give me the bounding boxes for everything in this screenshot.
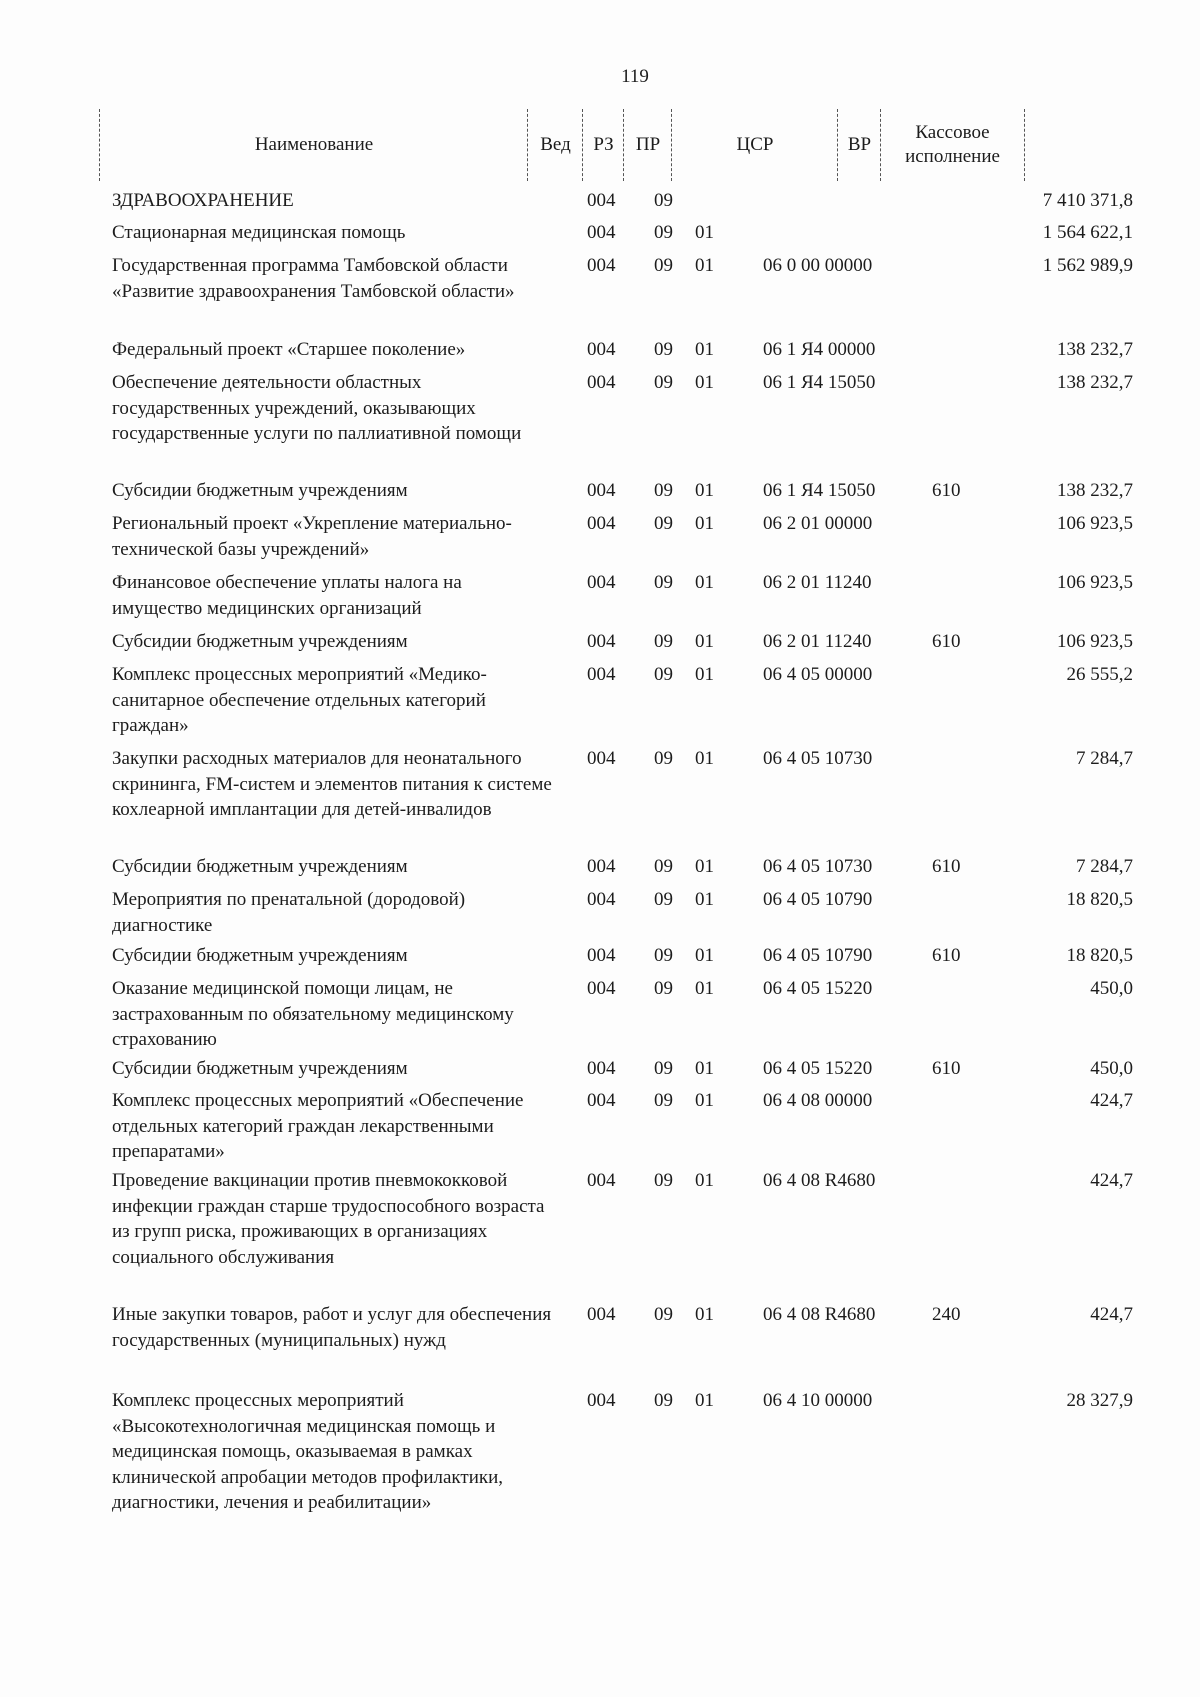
row-rz: 09	[654, 945, 673, 966]
row-ved: 004	[587, 339, 616, 360]
table-row	[0, 370, 1200, 478]
row-pr: 01	[695, 748, 714, 769]
row-ved: 004	[587, 222, 616, 243]
row-name: Государственная программа Тамбовской области «Развитие здравоохранения Тамбовской области»	[112, 255, 515, 302]
header-rz: РЗ	[582, 109, 624, 181]
row-rz: 09	[654, 1058, 673, 1079]
row-ved: 004	[587, 190, 616, 211]
row-amount: 424,7	[1090, 1090, 1133, 1111]
row-ved: 004	[587, 978, 616, 999]
row-name: Обеспечение деятельности областных государственных учреждений, оказывающих государственные услуги по паллиативной помощи	[112, 372, 522, 444]
header-vr: ВР	[837, 109, 881, 181]
row-rz: 09	[654, 1304, 673, 1325]
row-amount: 7 410 371,8	[1042, 190, 1133, 211]
row-csr: 06 1 Я4 00000	[763, 339, 876, 360]
row-ved: 004	[587, 1090, 616, 1111]
page-number: 119	[621, 66, 649, 87]
row-pr: 01	[695, 856, 714, 877]
row-csr: 06 4 05 10730	[763, 748, 873, 769]
row-csr: 06 4 05 10790	[763, 945, 873, 966]
row-name: Стационарная медицинская помощь	[112, 222, 406, 243]
table-row	[0, 662, 1200, 746]
row-name: Региональный проект «Укрепление материально-технической базы учреждений»	[112, 513, 512, 560]
row-amount: 450,0	[1090, 978, 1133, 999]
row-amount: 7 284,7	[1076, 856, 1133, 877]
header-amount: Кассовое исполнение	[880, 109, 1025, 181]
row-rz: 09	[654, 222, 673, 243]
row-csr: 06 4 08 R4680	[763, 1170, 876, 1191]
row-ved: 004	[587, 372, 616, 393]
row-rz: 09	[654, 1170, 673, 1191]
row-ved: 004	[587, 945, 616, 966]
row-rz: 09	[654, 631, 673, 652]
row-amount: 1 562 989,9	[1042, 255, 1133, 276]
table-row	[0, 253, 1200, 337]
row-amount: 424,7	[1090, 1170, 1133, 1191]
row-amount: 1 564 622,1	[1042, 222, 1133, 243]
row-name: ЗДРАВООХРАНЕНИЕ	[112, 190, 294, 211]
row-pr: 01	[695, 664, 714, 685]
row-ved: 004	[587, 631, 616, 652]
row-pr: 01	[695, 480, 714, 501]
row-vr: 240	[932, 1304, 961, 1325]
row-vr: 610	[932, 856, 961, 877]
row-amount: 138 232,7	[1057, 480, 1133, 501]
row-pr: 01	[695, 1304, 714, 1325]
row-rz: 09	[654, 856, 673, 877]
row-name: Субсидии бюджетным учреждениям	[112, 1058, 408, 1079]
row-csr: 06 4 05 15220	[763, 978, 873, 999]
table-row	[0, 1168, 1200, 1302]
row-name: Комплекс процессных мероприятий «Медико-санитарное обеспечение отдельных категорий граждан»	[112, 664, 487, 736]
row-name: Мероприятия по пренатальной (дородовой) диагностике	[112, 889, 466, 936]
row-ved: 004	[587, 1390, 616, 1411]
row-ved: 004	[587, 748, 616, 769]
row-amount: 26 555,2	[1066, 664, 1133, 685]
row-name: Оказание медицинской помощи лицам, не застрахованным по обязательному медицинскому страхованию	[112, 978, 514, 1050]
row-csr: 06 1 Я4 15050	[763, 480, 876, 501]
row-name: Субсидии бюджетным учреждениям	[112, 856, 408, 877]
row-amount: 28 327,9	[1066, 1390, 1133, 1411]
table-row	[0, 629, 1200, 662]
row-csr: 06 0 00 00000	[763, 255, 873, 276]
table-row	[0, 478, 1200, 511]
table-row	[0, 887, 1200, 943]
row-pr: 01	[695, 945, 714, 966]
row-name: Иные закупки товаров, работ и услуг для обеспечения государственных (муниципальных) нужд	[112, 1304, 552, 1351]
table-row	[0, 570, 1200, 629]
row-rz: 09	[654, 190, 673, 211]
row-name: Субсидии бюджетным учреждениям	[112, 631, 408, 652]
row-amount: 106 923,5	[1057, 513, 1133, 534]
table-row	[0, 1302, 1200, 1388]
row-csr: 06 4 05 10790	[763, 889, 873, 910]
row-csr: 06 2 01 11240	[763, 572, 872, 593]
row-rz: 09	[654, 748, 673, 769]
row-amount: 7 284,7	[1076, 748, 1133, 769]
row-ved: 004	[587, 513, 616, 534]
table-row	[0, 188, 1200, 220]
row-ved: 004	[587, 480, 616, 501]
row-rz: 09	[654, 978, 673, 999]
row-rz: 09	[654, 1090, 673, 1111]
row-ved: 004	[587, 1170, 616, 1191]
row-name: Субсидии бюджетным учреждениям	[112, 480, 408, 501]
table-row	[0, 511, 1200, 570]
table-row	[0, 976, 1200, 1056]
row-csr: 06 4 08 R4680	[763, 1304, 876, 1325]
header-csr: ЦСР	[671, 109, 838, 181]
row-amount: 18 820,5	[1066, 945, 1133, 966]
row-pr: 01	[695, 255, 714, 276]
row-amount: 450,0	[1090, 1058, 1133, 1079]
row-rz: 09	[654, 372, 673, 393]
row-name: Финансовое обеспечение уплаты налога на имущество медицинских организаций	[112, 572, 462, 619]
row-name: Комплекс процессных мероприятий «Обеспечение отдельных категорий граждан лекарственными препаратами»	[112, 1090, 524, 1162]
row-name: Федеральный проект «Старшее поколение»	[112, 339, 466, 360]
table-row	[0, 943, 1200, 976]
row-rz: 09	[654, 513, 673, 534]
row-rz: 09	[654, 255, 673, 276]
row-ved: 004	[587, 1304, 616, 1325]
row-pr: 01	[695, 978, 714, 999]
row-vr: 610	[932, 631, 961, 652]
row-rz: 09	[654, 572, 673, 593]
row-name: Субсидии бюджетным учреждениям	[112, 945, 408, 966]
row-amount: 106 923,5	[1057, 631, 1133, 652]
row-pr: 01	[695, 1170, 714, 1191]
row-ved: 004	[587, 255, 616, 276]
table-row	[0, 1388, 1200, 1548]
header-pr: ПР	[623, 109, 672, 181]
row-amount: 424,7	[1090, 1304, 1133, 1325]
row-csr: 06 2 01 00000	[763, 513, 873, 534]
row-csr: 06 1 Я4 15050	[763, 372, 876, 393]
row-rz: 09	[654, 1390, 673, 1411]
row-pr: 01	[695, 631, 714, 652]
row-name: Проведение вакцинации против пневмококковой инфекции граждан старше трудоспособного возраста из групп риска, проживающих в организациях социального обслуживания	[112, 1170, 545, 1268]
row-amount: 18 820,5	[1066, 889, 1133, 910]
row-pr: 01	[695, 1390, 714, 1411]
table-row	[0, 1088, 1200, 1168]
row-ved: 004	[587, 664, 616, 685]
header-ved: Вед	[527, 109, 583, 181]
row-name: Закупки расходных материалов для неонатального скрининга, FM-систем и элементов питания к системе кохлеарной имплантации для детей-инвалидов	[112, 748, 552, 820]
table-row	[0, 746, 1200, 854]
table-row	[0, 1056, 1200, 1088]
row-csr: 06 4 10 00000	[763, 1390, 873, 1411]
row-amount: 106 923,5	[1057, 572, 1133, 593]
row-pr: 01	[695, 1058, 714, 1079]
row-ved: 004	[587, 889, 616, 910]
row-rz: 09	[654, 889, 673, 910]
row-csr: 06 4 05 00000	[763, 664, 873, 685]
table-body	[0, 188, 1200, 1548]
row-pr: 01	[695, 339, 714, 360]
row-rz: 09	[654, 339, 673, 360]
row-rz: 09	[654, 664, 673, 685]
row-ved: 004	[587, 856, 616, 877]
row-pr: 01	[695, 513, 714, 534]
row-csr: 06 4 05 10730	[763, 856, 873, 877]
row-csr: 06 4 05 15220	[763, 1058, 873, 1079]
row-pr: 01	[695, 372, 714, 393]
row-ved: 004	[587, 1058, 616, 1079]
row-ved: 004	[587, 572, 616, 593]
row-csr: 06 4 08 00000	[763, 1090, 873, 1111]
row-csr: 06 2 01 11240	[763, 631, 872, 652]
table-row	[0, 220, 1200, 253]
row-pr: 01	[695, 572, 714, 593]
row-amount: 138 232,7	[1057, 372, 1133, 393]
table-row	[0, 854, 1200, 887]
row-rz: 09	[654, 480, 673, 501]
row-vr: 610	[932, 945, 961, 966]
row-vr: 610	[932, 1058, 961, 1079]
header-name: Наименование	[99, 109, 528, 181]
row-pr: 01	[695, 1090, 714, 1111]
row-pr: 01	[695, 222, 714, 243]
row-pr: 01	[695, 889, 714, 910]
table-row	[0, 337, 1200, 370]
row-vr: 610	[932, 480, 961, 501]
row-amount: 138 232,7	[1057, 339, 1133, 360]
row-name: Комплекс процессных мероприятий «Высокотехнологичная медицинская помощь и медицинская помощь, оказываемая в рамках клинической апробации методов профилактики, диагностики, лечения и реабилитации»	[112, 1390, 504, 1513]
